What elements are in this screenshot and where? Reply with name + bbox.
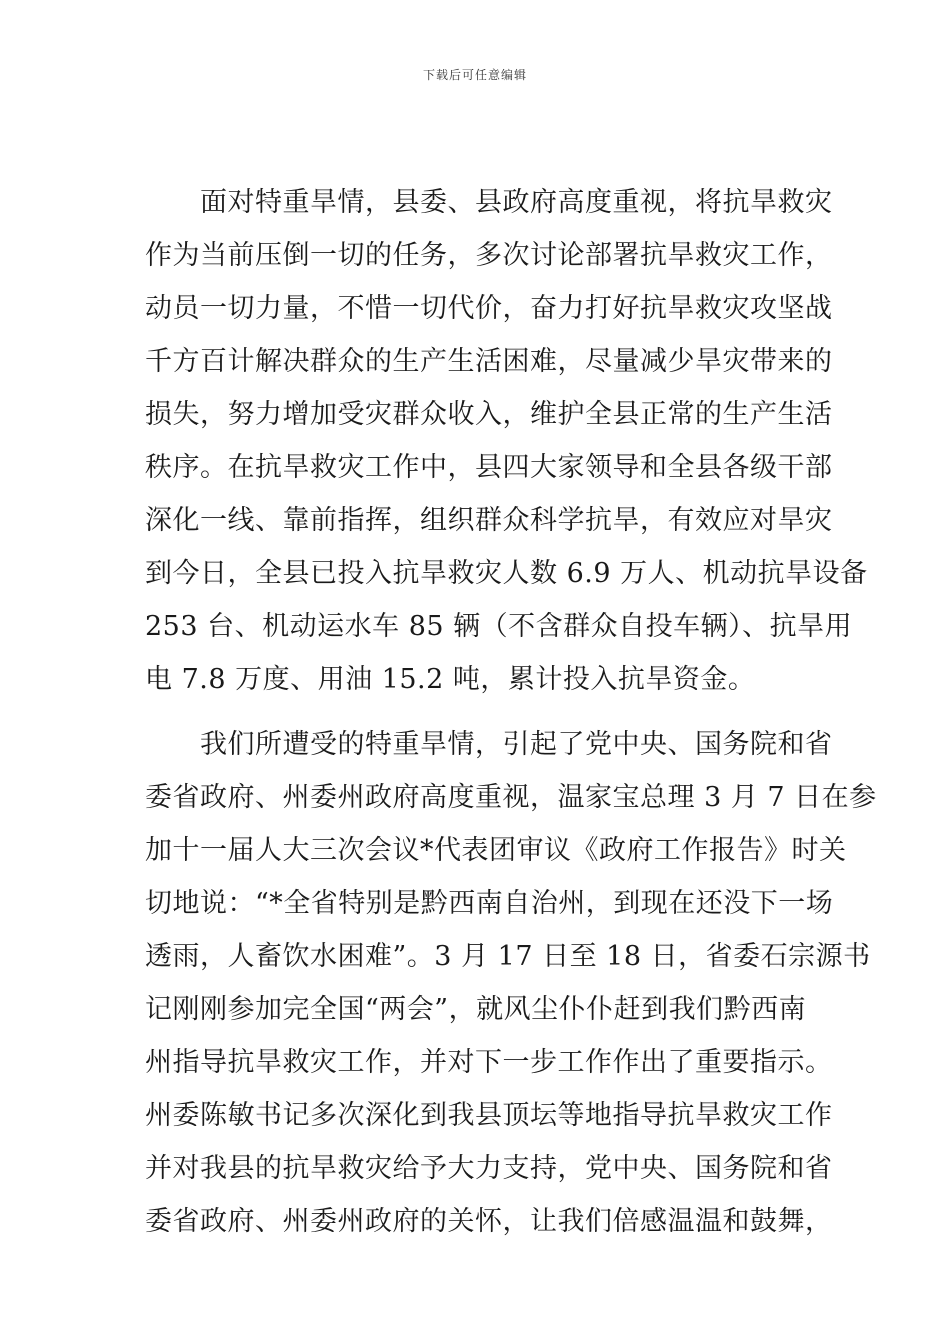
paragraph-line: 千方百计解决群众的生产生活困难，尽量减少旱灾带来的 (145, 346, 833, 377)
paragraph-line: 动员一切力量，不惜一切代价，奋力打好抗旱救灾攻坚战 (145, 293, 833, 324)
paragraph-line: 州委陈敏书记多次深化到我县顶坛等地指导抗旱救灾工作 (145, 1100, 833, 1131)
paragraph-line: 我们所遭受的特重旱情，引起了党中央、国务院和省 (145, 729, 833, 760)
paragraph-2 (145, 718, 877, 1248)
paragraph-line: 电 7.8 万度、用油 15.2 吨，累计投入抗旱资金。 (145, 664, 756, 695)
paragraph-line: 加十一届人大三次会议*代表团审议《政府工作报告》时关 (145, 835, 847, 866)
paragraph-line: 切地说：“*全省特别是黔西南自治州，到现在还没下一场 (145, 888, 834, 919)
paragraph-line: 损失，努力增加受灾群众收入，维护全县正常的生产生活 (145, 399, 833, 430)
paragraph-line: 253 台、机动运水车 85 辆（不含群众自投车辆）、抗旱用 (145, 611, 853, 642)
paragraph-line: 面对特重旱情，县委、县政府高度重视，将抗旱救灾 (145, 187, 833, 218)
paragraph-line: 委省政府、州委州政府高度重视，温家宝总理 3 月 7 日在参 (145, 782, 877, 813)
paragraph-line: 深化一线、靠前指挥，组织群众科学抗旱，有效应对旱灾 (145, 505, 833, 536)
paragraph-line: 到今日，全县已投入抗旱救灾人数 6.9 万人、机动抗旱设备 (145, 558, 868, 589)
paragraph-line: 并对我县的抗旱救灾给予大力支持，党中央、国务院和省 (145, 1153, 833, 1184)
paragraph-line: 记刚刚参加完全国“两会”，就风尘仆仆赶到我们黔西南 (145, 994, 807, 1025)
paragraph-1 (145, 176, 868, 706)
header-note: 下载后可任意编辑 (422, 68, 527, 82)
paragraph-line: 作为当前压倒一切的任务，多次讨论部署抗旱救灾工作， (145, 240, 833, 271)
paragraph-line: 州指导抗旱救灾工作，并对下一步工作作出了重要指示。 (145, 1047, 833, 1078)
paragraph-line: 秩序。在抗旱救灾工作中，县四大家领导和全县各级干部 (145, 452, 833, 483)
paragraph-line: 透雨，人畜饮水困难”。3 月 17 日至 18 日，省委石宗源书 (145, 941, 871, 972)
paragraph-line: 委省政府、州委州政府的关怀，让我们倍感温温和鼓舞， (145, 1206, 833, 1237)
